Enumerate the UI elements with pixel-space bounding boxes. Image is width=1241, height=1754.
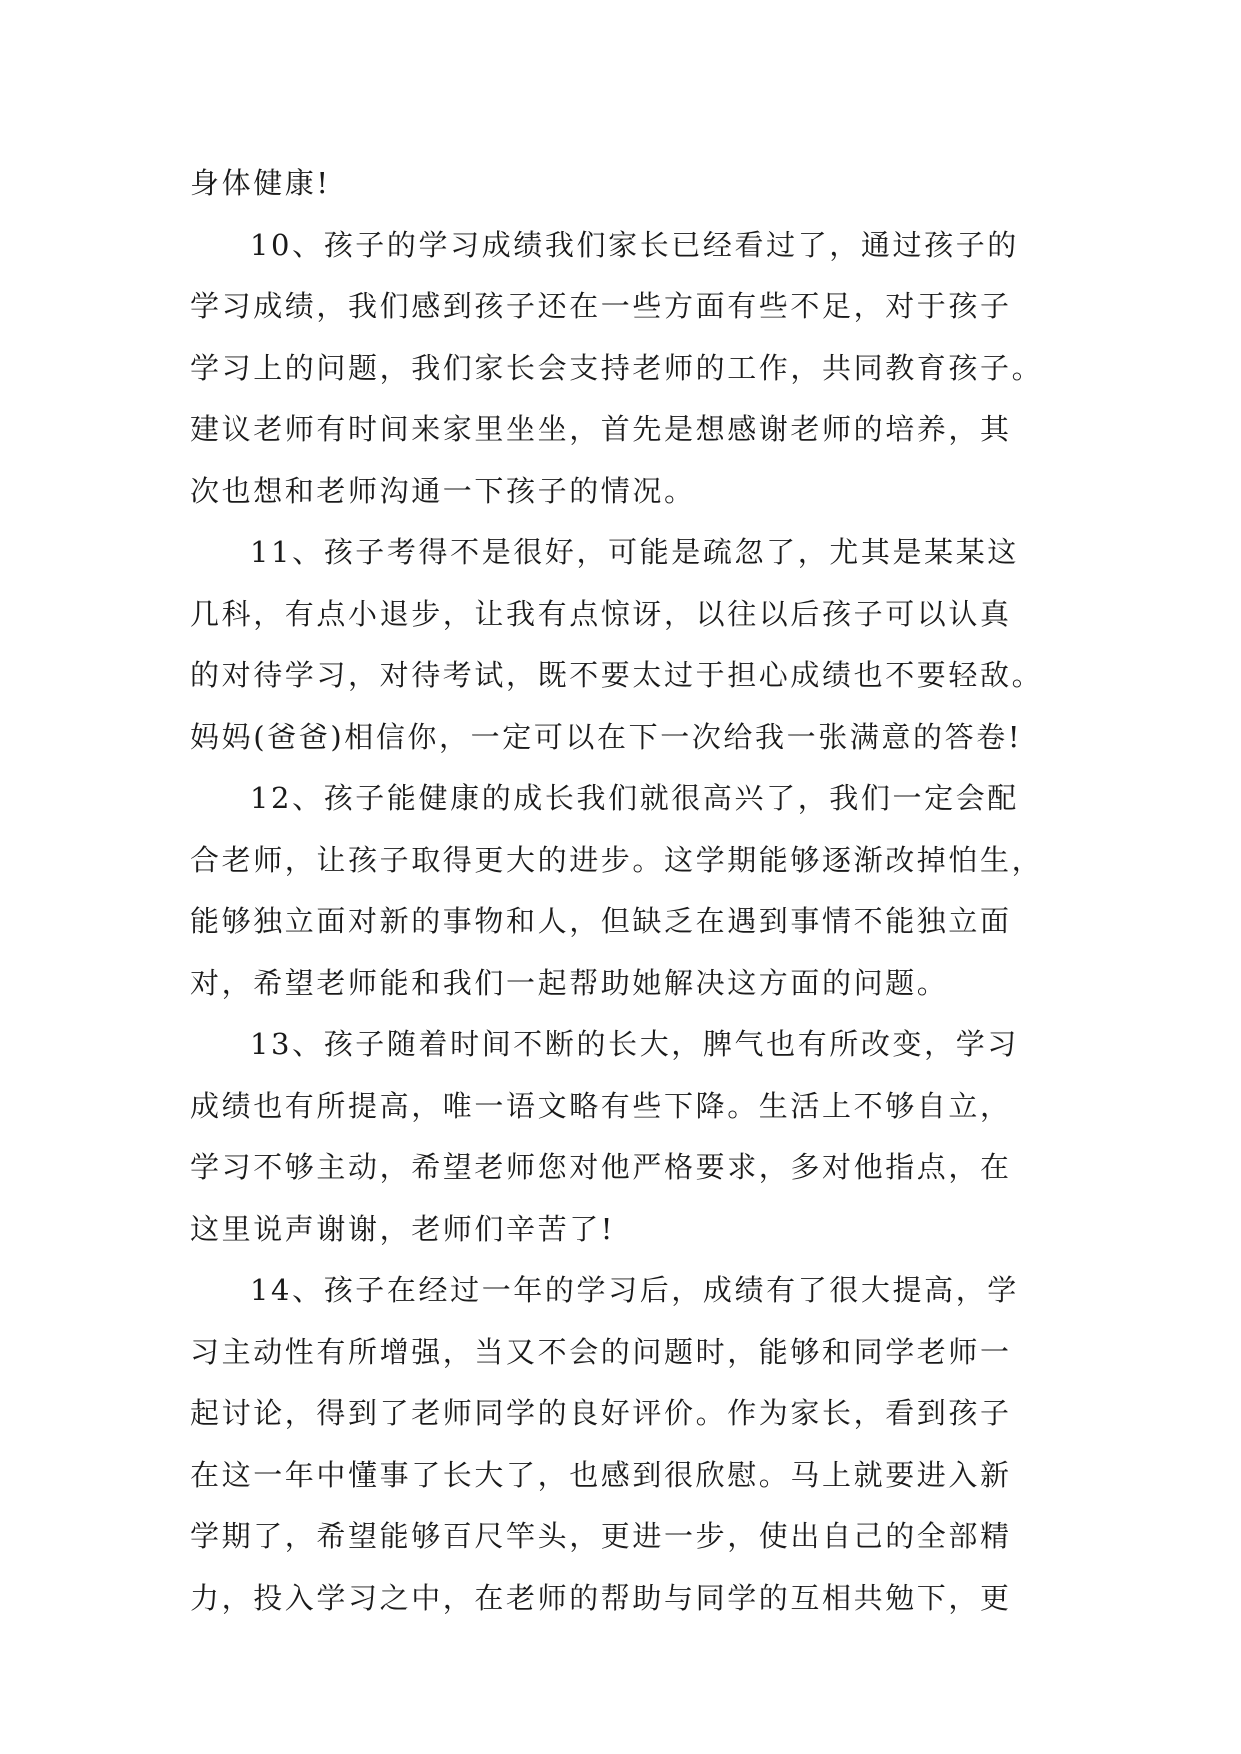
- text-line: 学习成绩，我们感到孩子还在一些方面有些不足，对于孩子: [190, 289, 1012, 323]
- text-line: 学期了，希望能够百尺竿头，更进一步，使出自己的全部精: [190, 1519, 1012, 1553]
- text-line: 力，投入学习之中，在老师的帮助与同学的互相共勉下，更: [190, 1580, 1012, 1615]
- text-line: 建议老师有时间来家里坐坐，首先是想感谢老师的培养，其: [190, 412, 1012, 446]
- text-line: 习主动性有所增强，当又不会的问题时，能够和同学老师一: [190, 1334, 1012, 1369]
- text-line: 妈妈(爸爸)相信你，一定可以在下一次给我一张满意的答卷!: [190, 719, 1023, 754]
- text-line: 合老师，让孩子取得更大的进步。这学期能够逐渐改掉怕生，: [190, 842, 1044, 877]
- text-line: 在这一年中懂事了长大了，也感到很欣慰。马上就要进入新: [190, 1457, 1012, 1492]
- text-line: 这里说声谢谢，老师们辛苦了!: [190, 1211, 616, 1246]
- text-line: 几科，有点小退步，让我有点惊讶，以往以后孩子可以认真: [190, 596, 1012, 631]
- text-line: 身体健康!: [190, 166, 331, 200]
- document-body: [190, 153, 1052, 1629]
- paragraph-start-line: 13、孩子随着时间不断的长大，脾气也有所改变，学习: [250, 1027, 1019, 1061]
- paragraph-start-line: 14、孩子在经过一年的学习后，成绩有了很大提高，学: [250, 1273, 1019, 1307]
- text-line: 成绩也有所提高，唯一语文略有些下降。生活上不够自立，: [190, 1088, 1012, 1123]
- text-line: 学习上的问题，我们家长会支持老师的工作，共同教育孩子。: [190, 350, 1044, 385]
- text-line: 起讨论，得到了老师同学的良好评价。作为家长，看到孩子: [190, 1396, 1012, 1430]
- text-line: 对，希望老师能和我们一起帮助她解决这方面的问题。: [190, 965, 949, 1000]
- text-line: 的对待学习，对待考试，既不要太过于担心成绩也不要轻敌。: [190, 658, 1044, 692]
- text-line: 次也想和老师沟通一下孩子的情况。: [190, 473, 696, 508]
- paragraph-start-line: 11、孩子考得不是很好，可能是疏忽了，尤其是某某这: [250, 535, 1019, 569]
- paragraph-start-line: 10、孩子的学习成绩我们家长已经看过了，通过孩子的: [250, 227, 1019, 262]
- paragraph-start-line: 12、孩子能健康的成长我们就很高兴了，我们一定会配: [250, 781, 1019, 815]
- text-line: 能够独立面对新的事物和人，但缺乏在遇到事情不能独立面: [190, 904, 1012, 938]
- text-line: 学习不够主动，希望老师您对他严格要求，多对他指点，在: [190, 1150, 1012, 1184]
